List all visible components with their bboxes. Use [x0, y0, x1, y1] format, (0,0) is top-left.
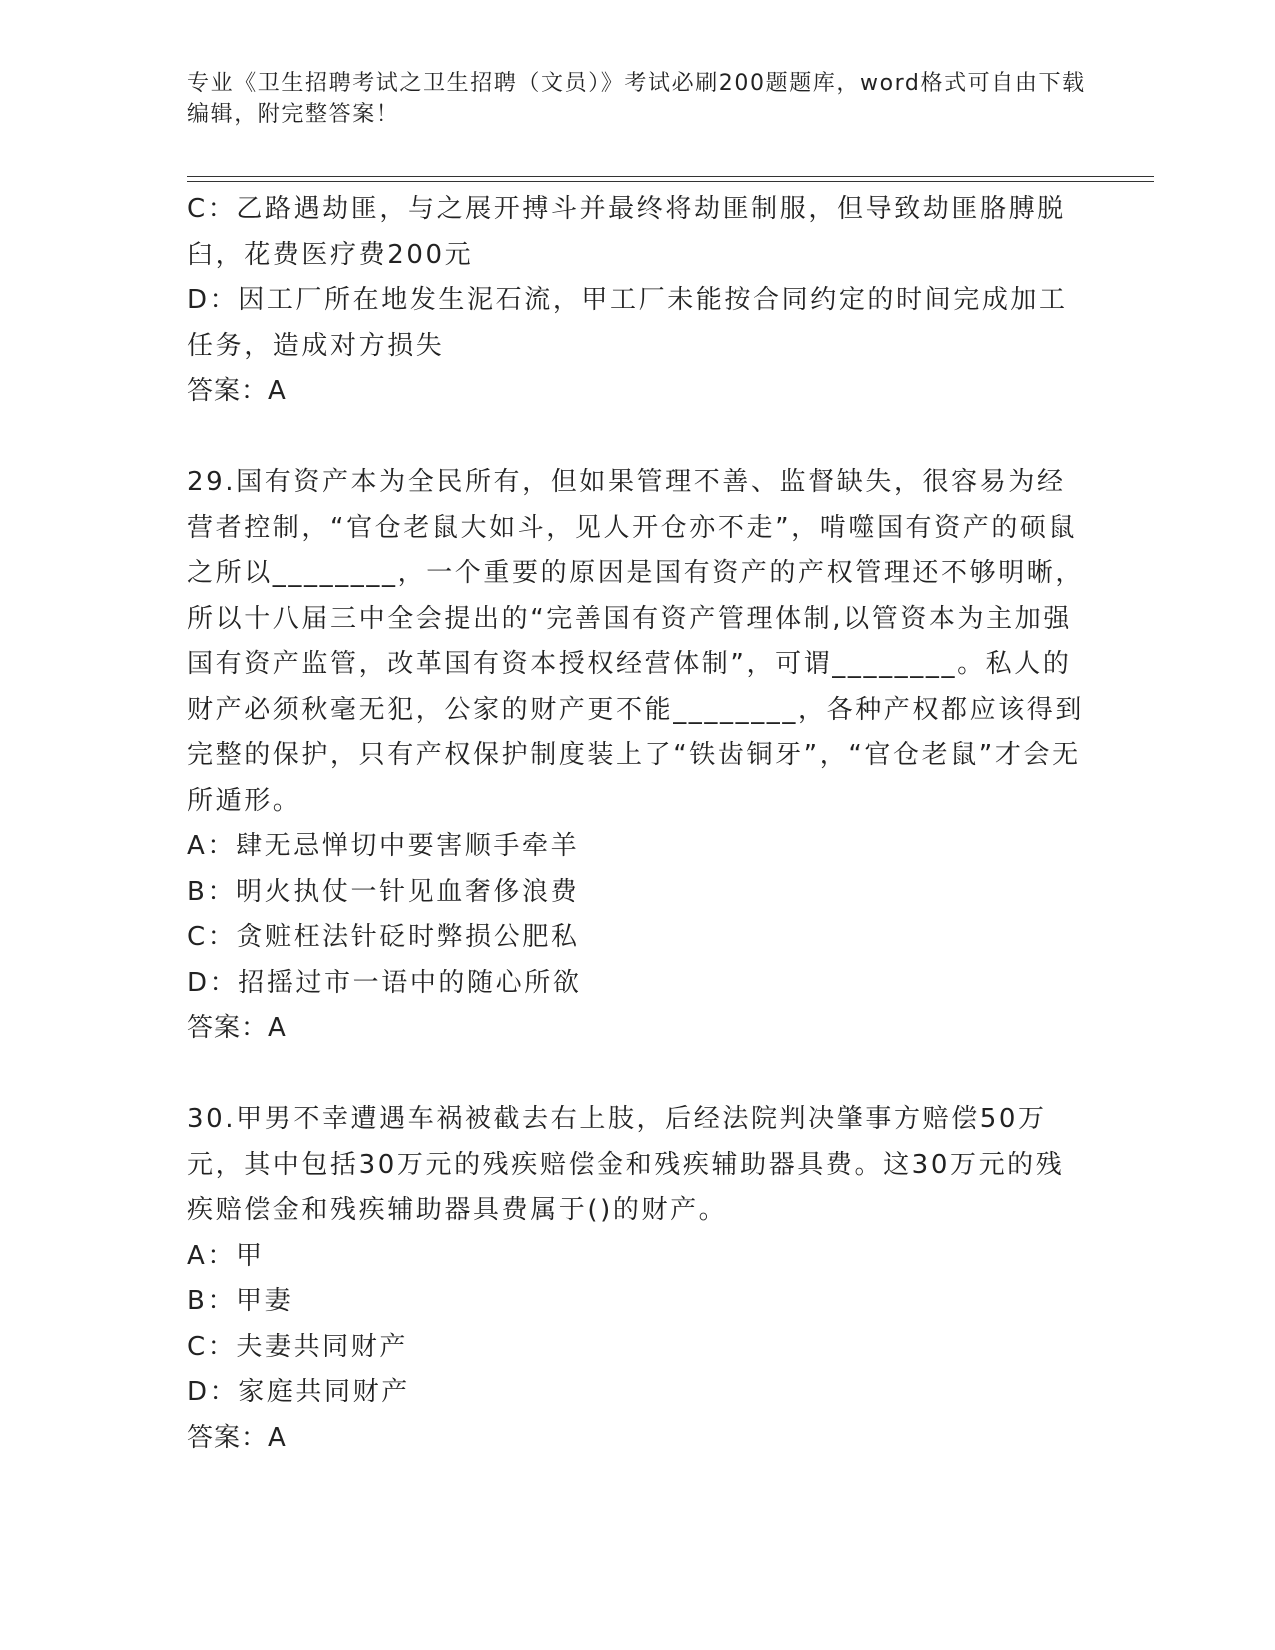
question-stem: [187, 460, 1087, 824]
header-text: 专业《卫生招聘考试之卫生招聘（文员）》考试必刷200题题库，word格式可自由下载编辑，附完整答案！: [187, 71, 1086, 127]
header-rule-bottom: [187, 181, 1154, 182]
option-d: D：因工厂所在地发生泥石流，甲工厂未能按合同约定的时间完成加工任务，造成对方损失: [187, 285, 1068, 361]
answer-line: [187, 1006, 1087, 1052]
option-a: A：甲: [187, 1240, 265, 1271]
document-content: [187, 187, 1087, 1461]
option-d: D：家庭共同财产: [187, 1377, 410, 1407]
question-text: 甲男不幸遭遇车祸被截去右上肢，后经法院判决肇事方赔偿50万元，其中包括30万元的残疾赔偿金和残疾辅助器具费。这30万元的残疾赔偿金和残疾辅助器具费属于()的财产。: [187, 1104, 1065, 1225]
answer-label: 答案：: [187, 1013, 269, 1043]
question-number: 29.: [187, 467, 237, 497]
question-stem: [187, 1097, 1087, 1234]
answer-value: A: [268, 1013, 286, 1043]
question-text: 国有资产本为全民所有，但如果管理不善、监督缺失，很容易为经营者控制，“官仓老鼠大如斗，见人开仓亦不走”，啃噬国有资产的硕鼠之所以________，一个重要的原因是国有资产的产权管理还不够明晰，所以十八届三中全会提出的“完善国有资产管理体制,以管资本为主加强国有资产监管，改革国有资本授权经营体制”，可谓________。私人的财产必须秋毫无犯，公家的财产更不能________，各种产权都应该得到完整的保护，只有产权保护制度装上了“铁齿铜牙”，“官仓老鼠”才会无所遁形。: [187, 467, 1085, 816]
spacer: [187, 1052, 1087, 1098]
option-b: B：甲妻: [187, 1286, 294, 1316]
option-c: C：乙路遇劫匪，与之展开搏斗并最终将劫匪制服，但导致劫匪胳膊脱臼，花费医疗费200元: [187, 194, 1066, 270]
question-29: [187, 460, 1087, 1052]
header-rule-top: [187, 176, 1154, 177]
answer-label: 答案：: [187, 1422, 269, 1453]
question-30: [187, 1097, 1087, 1461]
option-c: C：夫妻共同财产: [187, 1331, 408, 1362]
answer-label: 答案：: [187, 376, 269, 406]
option-a: A：肆无忌惮切中要害顺手牵羊: [187, 831, 580, 861]
document-header: [187, 68, 1087, 130]
prev-question: [187, 187, 1087, 415]
answer-line: [187, 369, 1087, 415]
spacer: [187, 415, 1087, 461]
answer-line: [187, 1416, 1087, 1462]
option-b: B：明火执仗一针见血奢侈浪费: [187, 876, 580, 907]
answer-value: A: [268, 1422, 286, 1453]
option-d: D：招摇过市一语中的随心所欲: [187, 967, 582, 998]
answer-value: A: [268, 376, 286, 406]
option-c: C：贪赃枉法针砭时弊损公肥私: [187, 922, 580, 952]
question-number: 30.: [187, 1104, 237, 1134]
